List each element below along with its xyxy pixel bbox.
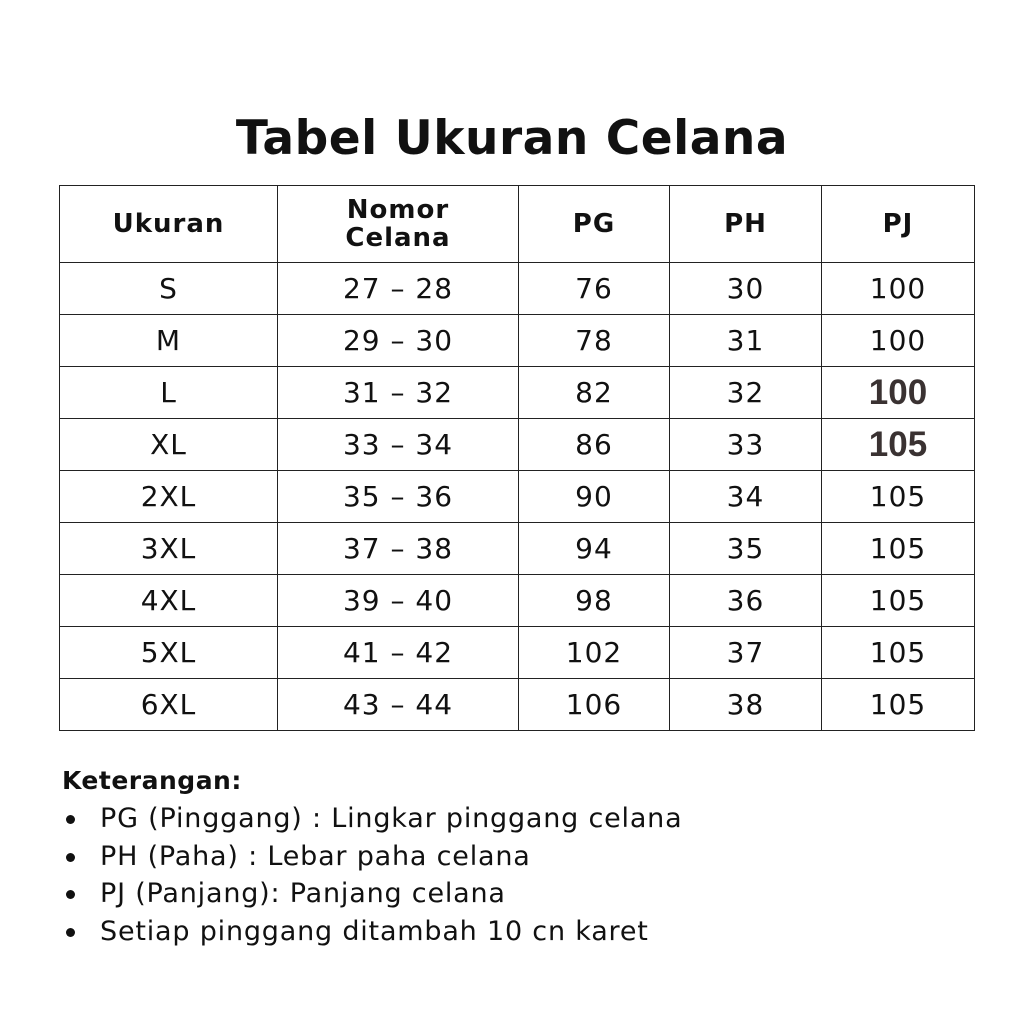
cell-nomor: 29 – 30 bbox=[278, 315, 519, 367]
cell-pg: 82 bbox=[519, 367, 670, 419]
cell-pg: 106 bbox=[519, 679, 670, 731]
cell-pj: 100 bbox=[822, 367, 975, 419]
cell-pj: 105 bbox=[822, 419, 975, 471]
cell-nomor: 43 – 44 bbox=[278, 679, 519, 731]
notes-section bbox=[62, 762, 1002, 950]
cell-ukuran: 6XL bbox=[60, 679, 278, 731]
cell-nomor: 41 – 42 bbox=[278, 627, 519, 679]
header-nomor-line1: Nomor bbox=[346, 195, 450, 225]
cell-pj: 100 bbox=[822, 315, 975, 367]
cell-ukuran: S bbox=[60, 263, 278, 315]
table-header-row bbox=[60, 186, 975, 263]
cell-ph: 30 bbox=[670, 263, 822, 315]
cell-ph: 31 bbox=[670, 315, 822, 367]
table-row bbox=[60, 627, 975, 679]
table-row bbox=[60, 263, 975, 315]
cell-ukuran: 2XL bbox=[60, 471, 278, 523]
cell-pg: 98 bbox=[519, 575, 670, 627]
cell-ukuran: XL bbox=[60, 419, 278, 471]
cell-pj: 105 bbox=[822, 679, 975, 731]
header-ph: PH bbox=[670, 186, 822, 263]
cell-nomor: 27 – 28 bbox=[278, 263, 519, 315]
table-row bbox=[60, 419, 975, 471]
cell-pg: 102 bbox=[519, 627, 670, 679]
table-row bbox=[60, 315, 975, 367]
notes-heading: Keterangan: bbox=[62, 766, 242, 795]
cell-nomor: 31 – 32 bbox=[278, 367, 519, 419]
size-table bbox=[59, 185, 975, 731]
table-row bbox=[60, 575, 975, 627]
note-text: Setiap pinggang ditambah 10 cn karet bbox=[100, 915, 649, 947]
header-nomor-line2: Celana bbox=[345, 223, 451, 253]
list-item bbox=[62, 913, 1002, 951]
header-nomor-celana bbox=[278, 186, 519, 263]
cell-nomor: 39 – 40 bbox=[278, 575, 519, 627]
cell-ukuran: 3XL bbox=[60, 523, 278, 575]
header-ukuran: Ukuran bbox=[60, 186, 278, 263]
bullet-icon bbox=[66, 928, 75, 937]
cell-ph: 35 bbox=[670, 523, 822, 575]
bullet-icon bbox=[66, 853, 75, 862]
cell-ukuran: L bbox=[60, 367, 278, 419]
cell-pg: 76 bbox=[519, 263, 670, 315]
cell-pj: 105 bbox=[822, 627, 975, 679]
cell-ph: 32 bbox=[670, 367, 822, 419]
note-text: PG (Pinggang) : Lingkar pinggang celana bbox=[100, 803, 683, 834]
cell-pj: 105 bbox=[822, 575, 975, 627]
cell-pg: 90 bbox=[519, 471, 670, 523]
bullet-icon bbox=[66, 890, 75, 899]
table-row bbox=[60, 471, 975, 523]
cell-nomor: 37 – 38 bbox=[278, 523, 519, 575]
cell-ukuran: 4XL bbox=[60, 575, 278, 627]
cell-ph: 36 bbox=[670, 575, 822, 627]
cell-pg: 94 bbox=[519, 523, 670, 575]
cell-ukuran: 5XL bbox=[60, 627, 278, 679]
table-row bbox=[60, 523, 975, 575]
note-text: PH (Paha) : Lebar paha celana bbox=[100, 840, 531, 872]
cell-pj: 105 bbox=[822, 471, 975, 523]
cell-ph: 33 bbox=[670, 419, 822, 471]
cell-nomor: 33 – 34 bbox=[278, 419, 519, 471]
note-text: PJ (Panjang): Panjang celana bbox=[100, 878, 506, 909]
list-item bbox=[62, 838, 1002, 876]
cell-ukuran: M bbox=[60, 315, 278, 367]
table-row bbox=[60, 679, 975, 731]
bullet-icon bbox=[66, 815, 75, 824]
cell-ph: 37 bbox=[670, 627, 822, 679]
list-item bbox=[62, 875, 1002, 913]
cell-ph: 34 bbox=[670, 471, 822, 523]
cell-pg: 86 bbox=[519, 419, 670, 471]
table-row bbox=[60, 367, 975, 419]
header-pj: PJ bbox=[822, 186, 975, 263]
notes-list bbox=[62, 800, 1002, 950]
cell-pj: 100 bbox=[822, 263, 975, 315]
list-item bbox=[62, 800, 1002, 838]
cell-nomor: 35 – 36 bbox=[278, 471, 519, 523]
page-title: Tabel Ukuran Celana bbox=[235, 111, 789, 166]
cell-pg: 78 bbox=[519, 315, 670, 367]
header-pg: PG bbox=[519, 186, 670, 263]
cell-ph: 38 bbox=[670, 679, 822, 731]
cell-pj: 105 bbox=[822, 523, 975, 575]
